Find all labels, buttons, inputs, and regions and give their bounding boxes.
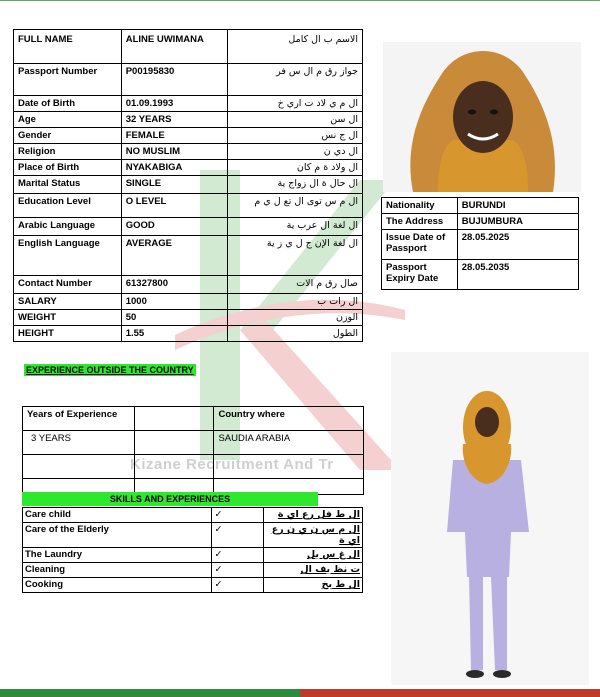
personal-row xyxy=(14,194,363,218)
field-arabic-label: ال ولاد ة م كان xyxy=(227,160,363,176)
field-arabic-label: ال م س توى ال تع ل ي م xyxy=(227,194,363,218)
field-arabic-label: جواز رق م ال س فر xyxy=(227,64,363,96)
field-value: 32 YEARS xyxy=(121,112,227,128)
watermark-text: Kizane Recruitment And Tr xyxy=(130,456,334,473)
personal-row xyxy=(14,96,363,112)
field-label: FULL NAME xyxy=(14,30,122,64)
passport-field-value: BUJUMBURA xyxy=(457,214,578,230)
experience-table xyxy=(22,406,364,495)
passport-field-label: The Address xyxy=(382,214,458,230)
field-label: Contact Number xyxy=(14,276,122,294)
personal-row xyxy=(14,176,363,194)
field-label: Place of Birth xyxy=(14,160,122,176)
skill-row xyxy=(23,523,363,548)
passport-field-value: 28.05.2025 xyxy=(457,230,578,260)
col-years-header: Years of Experience xyxy=(23,407,135,431)
skill-arabic-label: ال ط بخ xyxy=(264,578,363,593)
personal-row xyxy=(14,112,363,128)
portrait-photo xyxy=(383,42,581,192)
footer-green-stripe xyxy=(0,689,300,697)
field-label: Passport Number xyxy=(14,64,122,96)
passport-field-label: Passport Expiry Date xyxy=(382,260,458,290)
field-label: HEIGHT xyxy=(14,326,122,342)
exp-empty-header xyxy=(134,407,214,431)
exp-empty-cell xyxy=(134,431,214,455)
skill-label: Care child xyxy=(23,508,212,523)
personal-row xyxy=(14,294,363,310)
exp-empty-cell xyxy=(134,455,214,479)
field-value: NO MUSLIM xyxy=(121,144,227,160)
check-icon: ✓ xyxy=(212,578,264,593)
skill-arabic-label: ال م س ن ي ن رع اي ة xyxy=(264,523,363,548)
skill-arabic-label: ت نظ يف ال xyxy=(264,563,363,578)
skill-arabic-label: ال ط فل رع اي ة xyxy=(264,508,363,523)
field-value: NYAKABIGA xyxy=(121,160,227,176)
field-arabic-label: ال لغة الإن ج ل ي ز ية xyxy=(227,236,363,276)
skills-table xyxy=(22,507,363,593)
passport-row xyxy=(382,214,579,230)
field-arabic-label: ال سن xyxy=(227,112,363,128)
field-arabic-label: ال ج نس xyxy=(227,128,363,144)
personal-row xyxy=(14,30,363,64)
personal-row xyxy=(14,276,363,294)
footer-red-stripe xyxy=(300,689,600,697)
field-arabic-label: الطول xyxy=(227,326,363,342)
field-label: SALARY xyxy=(14,294,122,310)
check-icon: ✓ xyxy=(212,523,264,548)
top-border-line xyxy=(0,0,600,1)
field-arabic-label: ال م ي لاد ت اري خ xyxy=(227,96,363,112)
field-arabic-label: ال دي ن xyxy=(227,144,363,160)
field-arabic-label: ال لغة ال عرب ية xyxy=(227,218,363,236)
personal-row xyxy=(14,310,363,326)
exp-empty-cell xyxy=(23,455,135,479)
skill-label: Cooking xyxy=(23,578,212,593)
col-country-header: Country where xyxy=(214,407,364,431)
field-label: Education Level xyxy=(14,194,122,218)
experience-heading: EXPERIENCE OUTSIDE THE COUNTRY xyxy=(26,365,194,375)
personal-row xyxy=(14,218,363,236)
footer-color-bar xyxy=(0,689,600,697)
exp-empty-cell xyxy=(214,455,364,479)
field-label: Age xyxy=(14,112,122,128)
passport-info-table xyxy=(381,197,579,290)
personal-row xyxy=(14,326,363,342)
passport-field-value: BURUNDI xyxy=(457,198,578,214)
full-body-photo xyxy=(391,352,589,685)
personal-row xyxy=(14,128,363,144)
field-label: Marital Status xyxy=(14,176,122,194)
exp-years: 3 YEARS xyxy=(23,431,135,455)
field-value: AVERAGE xyxy=(121,236,227,276)
skill-row xyxy=(23,563,363,578)
personal-row xyxy=(14,144,363,160)
passport-row xyxy=(382,198,579,214)
field-label: Date of Birth xyxy=(14,96,122,112)
passport-row xyxy=(382,260,579,290)
skills-heading: SKILLS AND EXPERIENCES xyxy=(22,492,318,506)
exp-country: SAUDIA ARABIA xyxy=(214,431,364,455)
check-icon: ✓ xyxy=(212,548,264,563)
field-value: 61327800 xyxy=(121,276,227,294)
skill-label: Cleaning xyxy=(23,563,212,578)
field-label: Religion xyxy=(14,144,122,160)
field-value: ALINE UWIMANA xyxy=(121,30,227,64)
field-arabic-label: ال رات ب xyxy=(227,294,363,310)
field-value: 1.55 xyxy=(121,326,227,342)
field-value: P00195830 xyxy=(121,64,227,96)
field-value: FEMALE xyxy=(121,128,227,144)
check-icon: ✓ xyxy=(212,563,264,578)
skill-row xyxy=(23,508,363,523)
field-arabic-label: ال حال ة ال زواج ية xyxy=(227,176,363,194)
field-value: 50 xyxy=(121,310,227,326)
personal-row xyxy=(14,64,363,96)
field-value: 01.09.1993 xyxy=(121,96,227,112)
skill-row xyxy=(23,548,363,563)
field-label: Arabic Language xyxy=(14,218,122,236)
skill-label: Care of the Elderly xyxy=(23,523,212,548)
skill-arabic-label: ال غ س يل xyxy=(264,548,363,563)
skill-row xyxy=(23,578,363,593)
passport-row xyxy=(382,230,579,260)
field-arabic-label: الوزن xyxy=(227,310,363,326)
field-arabic-label: صال رق م الات xyxy=(227,276,363,294)
skill-label: The Laundry xyxy=(23,548,212,563)
field-label: WEIGHT xyxy=(14,310,122,326)
field-label: Gender xyxy=(14,128,122,144)
personal-row xyxy=(14,236,363,276)
passport-field-label: Nationality xyxy=(382,198,458,214)
personal-row xyxy=(14,160,363,176)
check-icon: ✓ xyxy=(212,508,264,523)
field-arabic-label: الاسم ب ال كامل xyxy=(227,30,363,64)
passport-field-label: Issue Date of Passport xyxy=(382,230,458,260)
field-value: 1000 xyxy=(121,294,227,310)
field-label: English Language xyxy=(14,236,122,276)
field-value: O LEVEL xyxy=(121,194,227,218)
field-value: GOOD xyxy=(121,218,227,236)
personal-details-table xyxy=(13,29,363,342)
passport-field-value: 28.05.2035 xyxy=(457,260,578,290)
field-value: SINGLE xyxy=(121,176,227,194)
